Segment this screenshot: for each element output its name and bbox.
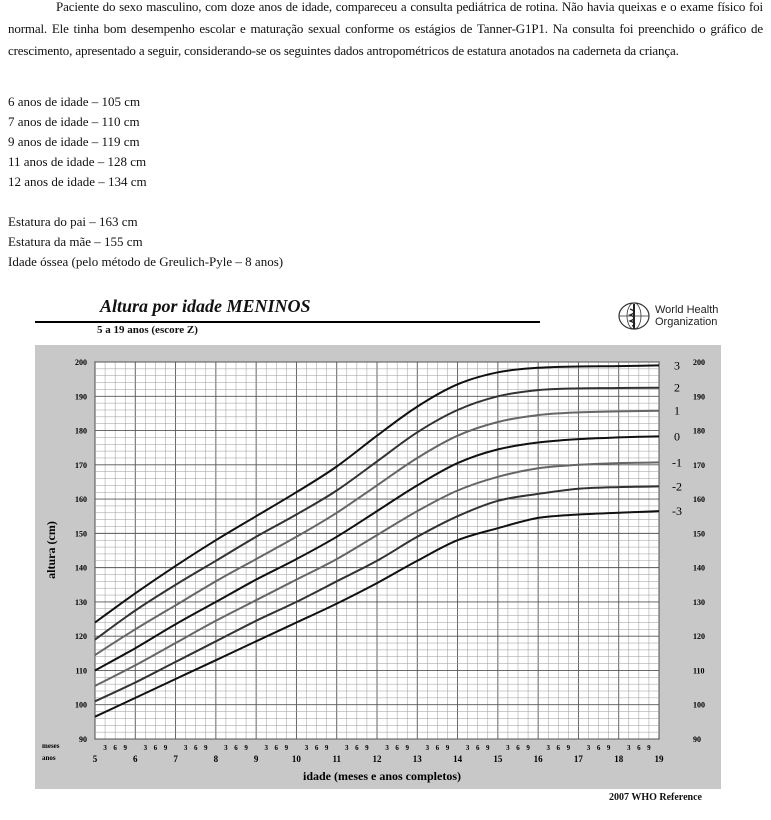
y-tick-label-right: 190 [693,392,705,402]
x-month-tick-label: 9 [324,744,329,752]
y-tick-label-right: 170 [693,460,705,470]
y-tick-label-left: 140 [75,563,87,573]
measurement-line: 6 anos de idade – 105 cm [8,94,141,109]
x-month-tick-label: 6 [637,744,641,752]
y-tick-label-left: 150 [75,529,87,539]
x-month-tick-label: 3 [627,744,631,752]
x-year-tick-label: 12 [372,754,382,764]
x-month-tick-label: 9 [566,744,571,752]
y-tick-label-right: 130 [693,597,705,607]
chart-title: Altura por idade MENINOS [100,296,311,316]
x-month-tick-label: 9 [365,744,369,752]
y-tick-label-left: 200 [75,358,87,367]
y-tick-label-right: 100 [693,700,705,710]
x-month-tick-label: 9 [445,744,450,752]
x-month-tick-label: 6 [516,744,520,752]
y-axis-label: altura (cm) [44,521,58,579]
y-tick-label-left: 130 [75,597,87,607]
who-name-line1: World Health [655,304,719,316]
x-month-tick-label: 3 [345,744,349,752]
y-tick-label-left: 110 [75,666,87,676]
x-month-tick-label: 6 [193,744,198,752]
x-month-tick-label: 3 [425,744,430,752]
y-tick-label-right: 150 [693,529,705,539]
x-month-tick-label: 6 [556,744,561,752]
x-year-tick-label: 16 [533,754,543,764]
y-tick-label-right: 200 [693,358,705,367]
zscore-label: 1 [674,403,680,418]
x-year-tick-label: 6 [133,754,138,764]
x-year-tick-label: 18 [614,754,624,764]
y-tick-label-left: 160 [75,495,87,505]
x-month-tick-label: 6 [435,744,440,752]
zscore-label: -1 [672,455,682,470]
x-month-tick-label: 3 [304,744,309,752]
x-month-tick-label: 9 [284,744,289,752]
y-tick-label-left: 100 [75,700,87,710]
x-month-tick-label: 6 [395,744,399,752]
y-tick-label-right: 140 [693,563,705,573]
years-row-label: anos [42,754,56,762]
y-tick-label-right: 180 [693,426,705,436]
bone-age: Idade óssea (pelo método de Greulich-Pyle – 8 anos) [8,254,284,269]
x-year-tick-label: 7 [173,754,178,764]
x-month-tick-label: 6 [153,744,158,752]
measurement-line: 7 anos de idade – 110 cm [8,114,140,129]
x-year-tick-label: 14 [453,754,463,764]
x-month-tick-label: 9 [123,744,127,752]
x-month-tick-label: 6 [314,744,319,752]
x-month-tick-label: 6 [355,744,359,752]
measurement-line: 11 anos de idade – 128 cm [8,154,147,169]
x-month-tick-label: 6 [596,744,601,752]
zscore-label: 2 [674,380,680,395]
x-month-tick-label: 9 [486,744,490,752]
x-month-tick-label: 3 [224,744,228,752]
x-month-tick-label: 6 [475,744,480,752]
measurement-line: 9 anos de idade – 119 cm [8,134,140,149]
x-month-tick-label: 3 [143,744,148,752]
x-month-tick-label: 3 [506,744,510,752]
x-month-tick-label: 3 [183,744,188,752]
y-tick-label-right: 120 [693,632,705,642]
x-month-tick-label: 9 [647,744,651,752]
x-month-tick-label: 9 [405,744,409,752]
zscore-label: 3 [674,358,680,373]
x-month-tick-label: 9 [163,744,168,752]
father-height: Estatura do pai – 163 cm [8,214,138,229]
x-year-tick-label: 10 [291,754,301,764]
reference-label: 2007 WHO Reference [609,792,702,803]
mother-height: Estatura da mãe – 155 cm [8,234,143,249]
x-month-tick-label: 9 [244,744,248,752]
measurement-line: 12 anos de idade – 134 cm [8,174,147,189]
x-year-tick-label: 9 [253,754,259,764]
y-tick-label-right: 160 [693,495,705,505]
x-month-tick-label: 3 [586,744,591,752]
x-month-tick-label: 3 [546,744,550,752]
x-year-tick-label: 5 [92,754,98,764]
x-month-tick-label: 3 [385,744,389,752]
zscore-label: -2 [672,479,682,494]
y-tick-label-right: 110 [693,666,705,676]
y-tick-label-left: 90 [79,735,87,744]
y-tick-label-left: 120 [75,632,87,642]
x-month-tick-label: 6 [234,744,238,752]
months-row-label: meses [42,742,60,750]
x-month-tick-label: 9 [204,744,208,752]
chart-subtitle: 5 a 19 anos (escore Z) [97,324,198,336]
who-name-line2: Organization [655,316,718,328]
x-month-tick-label: 3 [264,744,268,752]
x-year-tick-label: 15 [493,754,503,764]
x-month-tick-label: 9 [526,744,530,752]
x-month-tick-label: 9 [606,744,611,752]
x-axis-label: idade (meses e anos completos) [303,769,461,783]
y-tick-label-left: 170 [75,460,87,470]
x-year-tick-label: 13 [412,754,422,764]
case-intro: Paciente do sexo masculino, com doze anos de idade, compareceu a consulta pediátrica de rotina. Não havia queixas e o exame físico foi normal. Ele tinha bom desempenho escolar e maturação sexual conforme os estágios de Tanner-G1P1. Na consulta foi preenchido o gráfico de crescimento, apresentado a seguir, considerando-se os seguintes dados antropométricos de estatura anotados na caderneta da criança. [8,0,763,58]
zscore-label: 0 [674,429,680,444]
x-month-tick-label: 6 [113,744,117,752]
x-year-tick-label: 19 [654,754,664,764]
x-year-tick-label: 8 [213,754,219,764]
x-year-tick-label: 11 [332,754,341,764]
y-tick-label-left: 190 [75,392,87,402]
x-month-tick-label: 3 [465,744,470,752]
zscore-label: -3 [672,504,682,519]
x-month-tick-label: 6 [274,744,279,752]
x-month-tick-label: 3 [103,744,107,752]
y-tick-label-right: 90 [693,735,701,744]
y-tick-label-left: 180 [75,426,87,436]
x-year-tick-label: 17 [573,754,583,764]
